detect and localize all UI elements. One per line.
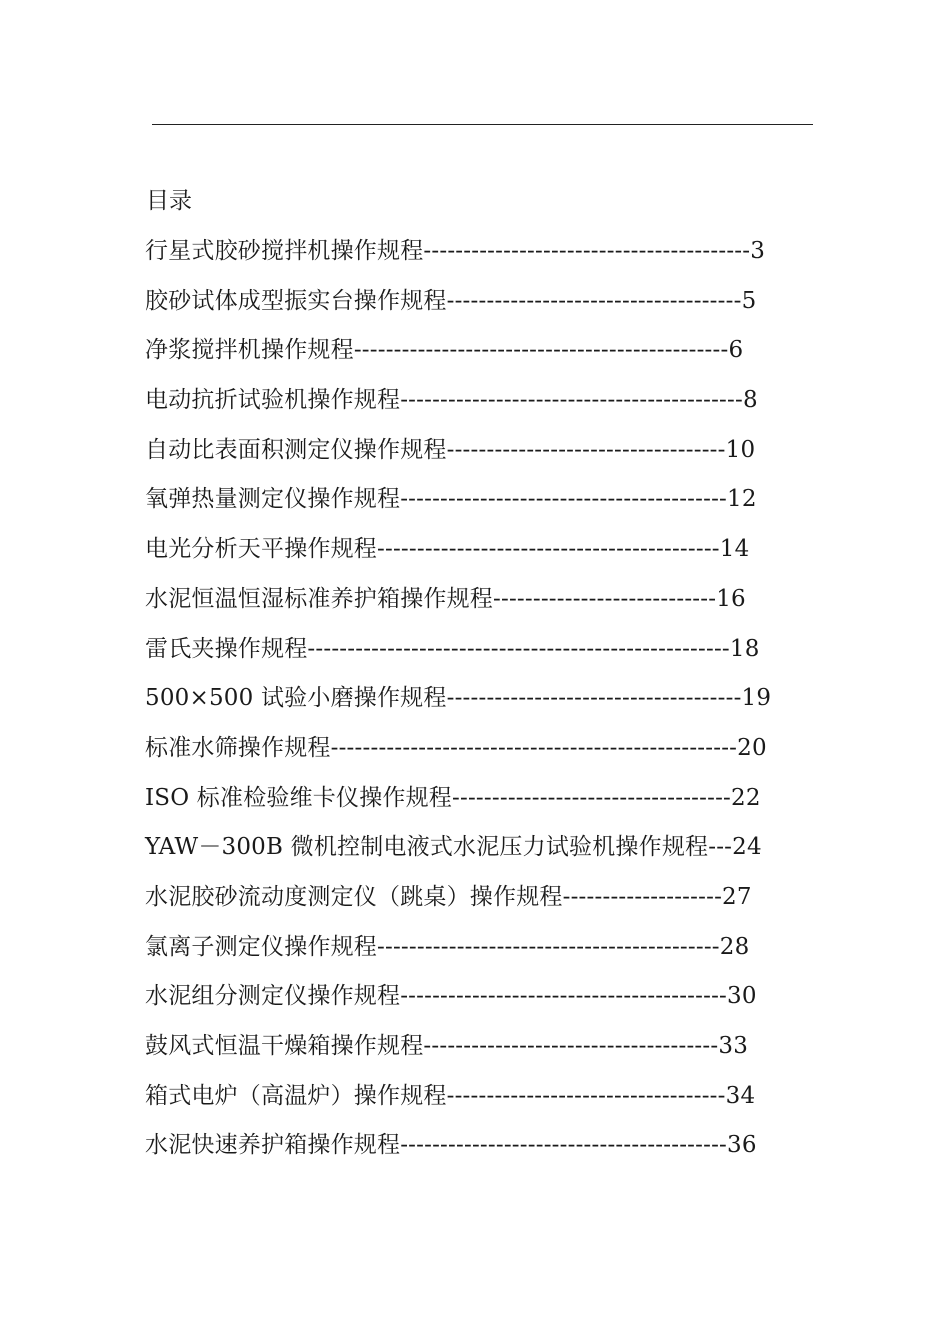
toc-entry-leader: ----------------------------------- (452, 784, 732, 811)
toc-entry-page: 10 (725, 436, 756, 463)
toc-entry-leader: ------------------------------------------- (377, 933, 720, 960)
toc-entry-title: 箱式电炉（高温炉）操作规程 (145, 1082, 447, 1109)
toc-entry[interactable] (145, 582, 771, 632)
toc-entry[interactable] (145, 830, 771, 880)
toc-list (145, 234, 771, 1178)
toc-entry-title: 水泥恒温恒湿标准养护箱操作规程 (145, 585, 493, 612)
toc-entry[interactable] (145, 1029, 771, 1079)
toc-entry-title: 行星式胶砂搅拌机操作规程 (145, 238, 424, 264)
toc-entry-leader: --------------------------------------------------- (330, 734, 738, 761)
toc-entry-page: 36 (727, 1132, 757, 1159)
toc-entry-page: 30 (727, 983, 757, 1010)
toc-entry-page: 18 (729, 635, 760, 662)
toc-entry-page: 20 (737, 734, 767, 761)
toc-entry[interactable] (145, 930, 771, 980)
toc-entry-page: 8 (742, 387, 758, 414)
toc-entry-title: 标准水筛操作规程 (145, 734, 331, 761)
toc-entry-page: 22 (731, 784, 761, 811)
toc-entry-leader: ----------------------------------- (446, 436, 726, 463)
toc-entry-title: 氧弹热量测定仪操作规程 (145, 486, 401, 513)
toc-entry-leader: ----------------------------------- (446, 1082, 726, 1109)
toc-entry-leader: ----------------------------------------- (400, 983, 728, 1010)
toc-entry-page: 14 (719, 536, 750, 563)
toc-entry-leader: ----------------------------------------------------- (307, 635, 730, 662)
toc-entry-leader: --- (708, 834, 733, 861)
toc-entry[interactable] (145, 1128, 771, 1178)
toc-entry-title: 电光分析天平操作规程 (145, 536, 377, 563)
header-rule (152, 124, 813, 125)
toc-entry-leader: ------------------------------------------- (400, 387, 743, 414)
toc-entry[interactable] (145, 433, 771, 483)
toc-entry-page: 27 (722, 883, 752, 910)
toc-entry-page: 3 (750, 238, 766, 264)
toc-entry[interactable] (145, 333, 771, 383)
toc-entry-title: 水泥组分测定仪操作规程 (145, 983, 401, 1010)
toc-entry-title: 自动比表面积测定仪操作规程 (145, 436, 447, 463)
toc-entry[interactable] (145, 1079, 771, 1129)
toc-entry-leader: ------------------------------------------- (377, 536, 720, 563)
toc-entry-title: YAW－300B 微机控制电液式水泥压力试验机操作规程 (145, 834, 709, 861)
toc-entry-page: 16 (716, 585, 746, 612)
toc-entry-title: 氯离子测定仪操作规程 (145, 933, 377, 960)
toc-entry[interactable] (145, 781, 771, 831)
toc-entry-title: 水泥快速养护箱操作规程 (145, 1132, 401, 1159)
toc-entry-title: 胶砂试体成型振实台操作规程 (145, 287, 447, 314)
toc-entry-leader: ------------------------------------- (446, 287, 742, 314)
toc-entry[interactable] (145, 234, 771, 284)
toc-entry-title: 水泥胶砂流动度测定仪（跳桌）操作规程 (145, 883, 563, 910)
toc-entry-leader: ----------------------------------------- (423, 238, 751, 264)
toc-entry[interactable] (145, 284, 771, 334)
toc-entry-leader: ----------------------------------------- (400, 1132, 728, 1159)
toc-entry[interactable] (145, 632, 771, 682)
toc-entry-page: 33 (718, 1033, 749, 1059)
toc-entry-title: 净浆搅拌机操作规程 (145, 337, 354, 364)
toc-entry[interactable] (145, 979, 771, 1029)
toc-entry-page: 24 (732, 834, 762, 861)
toc-entry-page: 28 (719, 933, 750, 960)
toc-heading: 目录 (146, 188, 192, 214)
toc-entry-leader: ---------------------------- (493, 585, 717, 612)
toc-entry[interactable] (145, 383, 771, 433)
toc-entry[interactable] (145, 880, 771, 930)
toc-entry-leader: ------------------------------------- (423, 1033, 719, 1059)
toc-entry-title: 电动抗折试验机操作规程 (145, 387, 401, 414)
toc-entry-title: 500×500 试验小磨操作规程 (145, 685, 447, 712)
toc-entry[interactable] (145, 681, 771, 731)
toc-entry-title: 鼓风式恒温干燥箱操作规程 (145, 1033, 424, 1059)
toc-entry-title: ISO 标准检验维卡仪操作规程 (145, 784, 453, 811)
toc-entry-leader: ----------------------------------------------- (353, 337, 729, 364)
toc-entry-page: 5 (741, 287, 757, 314)
toc-entry-page: 34 (725, 1082, 756, 1109)
toc-entry-leader: ----------------------------------------- (400, 486, 728, 513)
toc-entry[interactable] (145, 731, 771, 781)
toc-entry-leader: -------------------- (562, 883, 723, 910)
toc-entry-page: 19 (741, 685, 772, 712)
toc-entry[interactable] (145, 482, 771, 532)
toc-entry-page: 6 (728, 337, 744, 364)
toc-entry-leader: ------------------------------------- (446, 685, 742, 712)
toc-entry[interactable] (145, 532, 771, 582)
toc-entry-title: 雷氏夹操作规程 (145, 635, 308, 662)
toc-entry-page: 12 (727, 486, 757, 513)
